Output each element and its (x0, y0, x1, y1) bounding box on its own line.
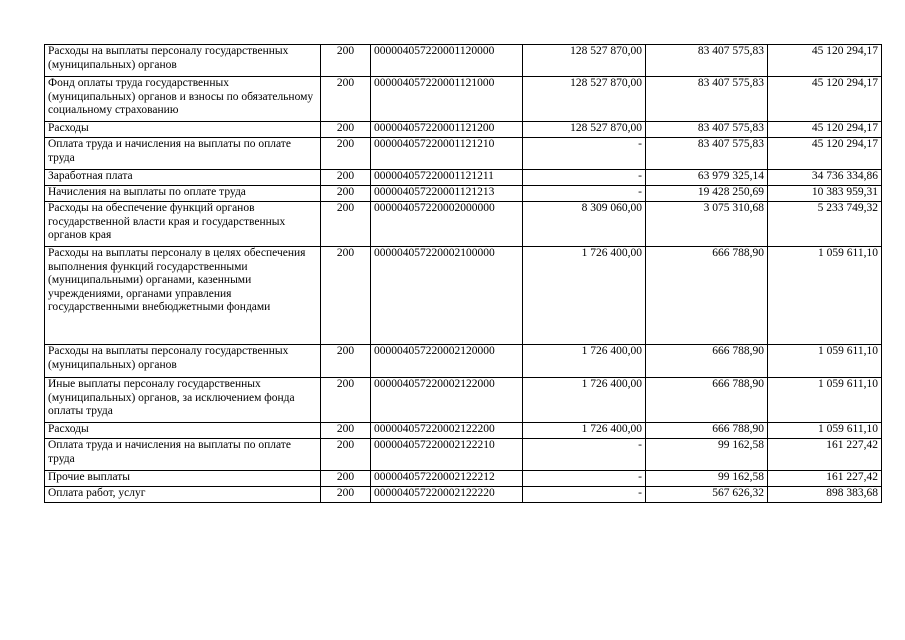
row-kbk: 00000405722000112000​0 (371, 45, 523, 77)
table-row (45, 202, 882, 247)
row-name: Оплата труда и начисления на выплаты по оплате труда (45, 439, 321, 471)
row-approved: 1 726 400,00 (523, 345, 646, 378)
row-code: 200 (321, 186, 371, 202)
table-row (45, 471, 882, 487)
row-kbk: 00000405722000212000​0 (371, 345, 523, 378)
row-code: 200 (321, 439, 371, 471)
row-executed: 83 407 575,83 (646, 122, 768, 138)
row-approved: 1 726 400,00 (523, 247, 646, 345)
row-approved: 128 527 870,00 (523, 122, 646, 138)
row-unexecuted: 1 059 611,10 (768, 378, 882, 423)
row-code: 200 (321, 170, 371, 186)
row-executed: 666 788,90 (646, 423, 768, 439)
row-executed: 567 626,32 (646, 487, 768, 503)
row-unexecuted: 1 059 611,10 (768, 247, 882, 345)
budget-execution-table (44, 44, 882, 503)
row-unexecuted: 161 227,42 (768, 439, 882, 471)
row-executed: 63 979 325,14 (646, 170, 768, 186)
table-row (45, 439, 882, 471)
row-code: 200 (321, 122, 371, 138)
row-kbk: 00000405722000212221​0 (371, 439, 523, 471)
row-executed: 666 788,90 (646, 378, 768, 423)
row-kbk: 00000405722000212220​0 (371, 423, 523, 439)
row-executed: 666 788,90 (646, 247, 768, 345)
row-unexecuted: 1 059 611,10 (768, 345, 882, 378)
row-name: Начисления на выплаты по оплате труда (45, 186, 321, 202)
row-approved: - (523, 170, 646, 186)
table-row (45, 122, 882, 138)
row-name: Прочие выплаты (45, 471, 321, 487)
row-approved: - (523, 138, 646, 170)
report-page (44, 44, 881, 503)
row-kbk: 00000405722000212221​2 (371, 471, 523, 487)
row-code: 200 (321, 471, 371, 487)
row-code: 200 (321, 45, 371, 77)
row-approved: 8 309 060,00 (523, 202, 646, 247)
row-code: 200 (321, 423, 371, 439)
row-approved: 128 527 870,00 (523, 77, 646, 122)
row-kbk: 00000405722000112100​0 (371, 77, 523, 122)
row-approved: 1 726 400,00 (523, 423, 646, 439)
row-executed: 83 407 575,83 (646, 45, 768, 77)
row-approved: - (523, 186, 646, 202)
row-unexecuted: 45 120 294,17 (768, 138, 882, 170)
row-unexecuted: 898 383,68 (768, 487, 882, 503)
row-unexecuted: 5 233 749,32 (768, 202, 882, 247)
row-name: Фонд оплаты труда государственных (муниципальных) органов и взносы по обязательному социальному страхованию (45, 77, 321, 122)
row-unexecuted: 45 120 294,17 (768, 45, 882, 77)
row-kbk: 00000405722000112121​3 (371, 186, 523, 202)
table-row (45, 487, 882, 503)
row-approved: - (523, 471, 646, 487)
row-name: Расходы (45, 423, 321, 439)
row-kbk: 00000405722000112120​0 (371, 122, 523, 138)
table-row (45, 186, 882, 202)
row-executed: 83 407 575,83 (646, 77, 768, 122)
row-name: Оплата труда и начисления на выплаты по оплате труда (45, 138, 321, 170)
row-executed: 3 075 310,68 (646, 202, 768, 247)
row-name: Расходы на выплаты персоналу государственных (муниципальных) органов (45, 45, 321, 77)
table-row (45, 45, 882, 77)
row-approved: - (523, 439, 646, 471)
row-executed: 99 162,58 (646, 471, 768, 487)
row-code: 200 (321, 345, 371, 378)
table-row (45, 423, 882, 439)
row-executed: 83 407 575,83 (646, 138, 768, 170)
table-row (45, 345, 882, 378)
row-unexecuted: 34 736 334,86 (768, 170, 882, 186)
row-unexecuted: 45 120 294,17 (768, 122, 882, 138)
table-row (45, 77, 882, 122)
row-name: Расходы на обеспечение функций органов государственной власти края и государственных органов края (45, 202, 321, 247)
row-code: 200 (321, 138, 371, 170)
row-name: Заработная плата (45, 170, 321, 186)
row-kbk: 00000405722000212222​0 (371, 487, 523, 503)
row-unexecuted: 1 059 611,10 (768, 423, 882, 439)
row-name: Расходы (45, 122, 321, 138)
row-executed: 99 162,58 (646, 439, 768, 471)
row-unexecuted: 45 120 294,17 (768, 77, 882, 122)
row-name: Расходы на выплаты персоналу государственных (муниципальных) органов (45, 345, 321, 378)
row-approved: 1 726 400,00 (523, 378, 646, 423)
row-kbk: 00000405722000200000​0 (371, 202, 523, 247)
table-row (45, 170, 882, 186)
row-kbk: 00000405722000112121​0 (371, 138, 523, 170)
table-row (45, 138, 882, 170)
row-code: 200 (321, 77, 371, 122)
row-code: 200 (321, 378, 371, 423)
row-kbk: 00000405722000112121​1 (371, 170, 523, 186)
row-executed: 19 428 250,69 (646, 186, 768, 202)
row-code: 200 (321, 247, 371, 345)
row-name: Иные выплаты персоналу государственных (муниципальных) органов, за исключением фонда оплаты труда (45, 378, 321, 423)
row-name: Оплата работ, услуг (45, 487, 321, 503)
row-code: 200 (321, 202, 371, 247)
row-name: Расходы на выплаты персоналу в целях обеспечения выполнения функций государственными (муниципальными) органами, казенными учреждениями, органами управления государственными внебюджетными фондами (45, 247, 321, 345)
row-approved: - (523, 487, 646, 503)
table-row (45, 247, 882, 345)
row-unexecuted: 161 227,42 (768, 471, 882, 487)
row-executed: 666 788,90 (646, 345, 768, 378)
table-row (45, 378, 882, 423)
row-kbk: 00000405722000212200​0 (371, 378, 523, 423)
row-unexecuted: 10 383 959,31 (768, 186, 882, 202)
row-code: 200 (321, 487, 371, 503)
row-approved: 128 527 870,00 (523, 45, 646, 77)
row-kbk: 00000405722000210000​0 (371, 247, 523, 345)
